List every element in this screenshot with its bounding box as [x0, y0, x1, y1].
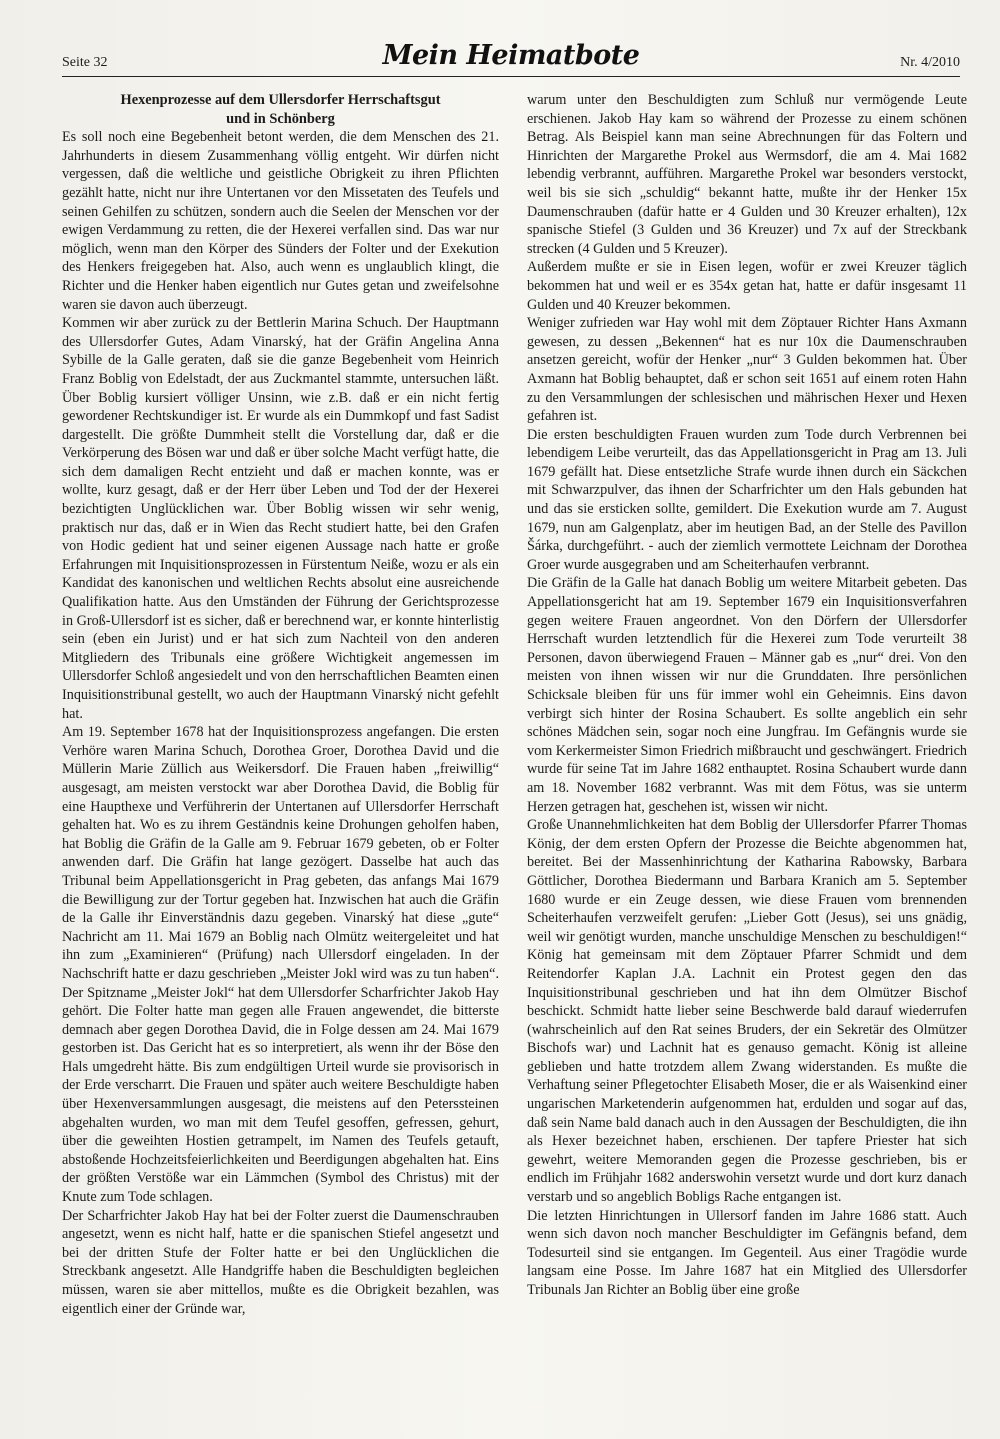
paragraph: Der Scharfrichter Jakob Hay hat bei der Folter zuerst die Daumenschrauben angesetzt, wenn es nicht half, hatte er die spanischen Stiefel angesetzt und bei der dritten Stufe der Folter hatte er bei den Unglücklichen die Streckbank angesetzt. Alle Handgriffe haben die Beschuldigten begleichen müssen, waren sie aber mittellos, mußte es die Obrigkeit bezahlen, was eigentlich einer der Gründe war, — [62, 1207, 499, 1317]
article-title-line-2: und in Schönberg — [226, 110, 335, 127]
article-title — [62, 91, 499, 128]
paragraph: Die letzten Hinrichtungen in Ullersorf fanden im Jahre 1686 statt. Auch wenn sich davon noch mancher Beschuldigter im Gefängnis befand, dem Todesurteil sind sie entgangen. Im Gegenteil. Aus einer Tragödie wurde langsam eine Posse. Im Jahre 1687 hat ein Mitglied des Ullersdorfer Tribunals Jan Richter an Boblig über eine große — [527, 1207, 967, 1298]
paragraph: Es soll noch eine Begebenheit betont werden, die dem Menschen des 21. Jahrhunderts in diesem Zusammenhang völlig entgeht. Wir dürfen nicht vergessen, daß die weltliche und geistliche Obrigkeit zu ihren Pflichten gezählt hatte, nicht nur ihre Untertanen vor den Missetaten des Teufels und seinen Gehilfen zu schützen, sondern auch die Seelen der Menschen vor der ewigen Verdammung zu retten, die der Hexerei verfallen sind. Das war nur möglich, wenn man den Körper des Sünders der Folter und der Exekution des Henkers freigegeben hat. Also, auch wenn es unglaublich klingt, die Richter und die Henker haben eigentlich nur Gutes getan und zweifelsohne waren sie davon auch überzeugt. — [62, 129, 499, 313]
header-rule — [62, 76, 960, 77]
paragraph: Die ersten beschuldigten Frauen wurden zum Tode durch Verbrennen bei lebendigem Leibe verurteilt, das das Appellationsgericht in Prag am 13. Juli 1679 gefällt hat. Diese entsetzliche Strafe wurde ihnen durch ein Säckchen mit Schwarzpulver, das ihnen der Scharfrichter um den Hals gebunden hat und das sie ersticken sollte, gemildert. Die Exekution wurde am 7. August 1679, nun am Galgenplatz, aber im heutigen Bad, an der Stelle des Pavillon Šárka, durchgeführt. - auch der ziemlich vermottete Leichnam der Dorothea Groer wurde ausgegraben und am Scheiterhaufen verbrannt. — [527, 426, 967, 573]
article-title-line-1: Hexenprozesse auf dem Ullersdorfer Herrschaftsgut — [120, 92, 441, 108]
paragraph: Am 19. September 1678 hat der Inquisitionsprozess angefangen. Die ersten Verhöre waren Marina Schuch, Dorothea Groer, Dorothea David und die Müllerin Marie Züllich aus Weikersdorf. Die Frauen haben „freiwillig“ ausgesagt, am meisten verstockt war aber Dorothea David, die Boblig für eine Haupthexe und Verführerin der Untertanen auf Ullersdorfer Herrschaft gehalten hat. Wo es zu ihrem Geständnis keine Drohungen geholfen haben, hat Boblig die Gräfin de la Galle am 9. Februar 1679 gebeten, ob er Folter anwenden darf. Die Gräfin hat lange gezögert. Dasselbe hat auch das Tribunal beim Appellationsgericht in Prag gebeten, das anfangs Mai 1679 die Bewilligung zur der Tortur gegeben hat. Inzwischen hat auch die Gräfin de la Galle ihr Einverständnis dazu gegeben. Vinarský hat diese „gute“ Nachricht am 11. Mai 1679 an Boblig nach Olmütz weitergeleitet und hat ihn zum „Examinieren“ (Prüfung) nach Ullersdorf eingeladen. In der Nachschrift hatte er dazu geschrieben „Meister Jokl wird was zu tun haben“. Der Spitzname „Meister Jokl“ hat dem Ullersdorfer Scharfrichter Jakob Hay gehört. Die Folter hatte man gegen alle Frauen angewendet, die bitterste demnach aber gegen Dorothea David, die in Folge dessen am 24. Mai 1679 gestorben ist. Das Gericht hat es so interpretiert, als wenn ihr der Böse den Hals umgedreht hätte. Bis zum endgültigen Urteil wurde sie provisorisch in der Erde verscharrt. Die Frauen und später auch weitere Beschuldigte haben über Hexenversammlungen ausgesagt, die meistens auf den Peterssteinen abgehalten wurden, wo man mit dem Teufel gesoffen, gefressen, gehurt, über die geweihten Hostien getrampelt, im Namen des Teufels getauft, abstoßende Hochzeitsfeierlichkeiten und Beerdigungen abgehalten hat. Eins der größten Verstöße war ein Lämmchen (Symbol des Christus) mit der Knute zum Tode schlagen. — [62, 724, 499, 1206]
paragraph: Weniger zufrieden war Hay wohl mit dem Zöptauer Richter Hans Axmann gewesen, zu dessen „Bekennen“ hat es nur 10x die Daumenschrauben ansetzen gereicht, wofür der Henker „nur“ 3 Gulden bekommen hat. Über Axmann hat Boblig behauptet, daß er schon seit 1651 auf einem roten Hahn zu den Versammlungen der schlesischen und mährischen Hexer und Hexen gefahren ist. — [527, 315, 967, 425]
paragraph: Große Unannehmlichkeiten hat dem Boblig der Ullersdorfer Pfarrer Thomas König, der dem ersten Opfern der Prozesse die Beichte abgenommen hat, bereitet. Bei der Massenhinrichtung der Katharina Rabowsky, Barbara Göttlicher, Dorothea Biedermann und Barbara Kranich am 5. September 1680 wurde er ein Zeuge dessen, wie diese Frauen vom brennenden Scheiterhaufen verzweifelt gerufen: „Lieber Gott (Jesus), sei uns gnädig, weil wir genötigt wurden, manche unschuldige Menschen zu beschuldigen!“ König hat gemeinsam mit dem Zöptauer Pfarrer Schmidt und dem Reitendorfer Kaplan J.A. Lachnit ein Protest gegen den das Inquisitionstribunal geschrieben und hat ihn dem Olmützer Bischof beschickt. Schmidt hatte lieber seine Beschwerde bald darauf wiederrufen (wahrscheinlich auf den Rat seines Bruders, der ein Sekretär des Olmützer Bischofs war) und Lachnit hat es genauso gemacht. König ist alleine geblieben und hatte trotzdem allem Zwang widerstanden. Es mußte die Verhaftung seiner Pflegetochter Elisabeth Moser, die er als Waisenkind einer ungarischen Marketenderin aufgenommen hat, erdulden und sogar auf das, daß sein Name bald danach auch in den Aussagen der Beschuldigten, die ihn als Hexer bezeichnet haben, erschienen. Der tapfere Priester hat sich gewehrt, weitere Memoranden gegen die Prozesse geschrieben, bis er endlich im Frühjahr 1682 anderswohin versetzt wurde und dort kurz danach verstarb und so angeblich Bobligs Rache entgangen ist. — [527, 817, 967, 1206]
right-column — [527, 91, 967, 1300]
page-number: Seite 32 — [62, 55, 108, 70]
paragraph: Die Gräfin de la Galle hat danach Boblig um weitere Mitarbeit gebeten. Das Appellationsgericht hat am 19. September 1679 ein Inquisitionsverfahren gegen weitere Frauen angeordnet. Von den Dörfern der Ullersdorfer Herrschaft wurden letztendlich für die Hexerei zum Tode verurteilt 38 Personen, davon überwiegend Frauen – Männer gab es „nur“ drei. Von den meisten von ihnen wissen wir nur die Grunddaten. Ihre persönlichen Schicksale bleiben für uns für immer wohl ein Geheimnis. Eins davon verbirgt sich hinter der Rosina Schaubert. Es sollte angeblich ein sehr schönes Mädchen sein, sogar noch eine Jungfrau. Im Gefängnis wurde sie vom Kerkermeister Simon Friedrich mißbraucht und geschwängert. Friedrich wurde für seine Tat im Jahre 1682 enthauptet. Rosina Schaubert wurde dann am 18. November 1682 verbrannt. Was mit dem Fötus, was sie unterm Herzen getragen hat, geschehen ist, wissen wir nicht. — [527, 575, 967, 815]
paragraph: warum unter den Beschuldigten zum Schluß nur vermögende Leute erschienen. Jakob Hay kam so während der Prozesse zu einem schönen Betrag. Als Beispiel kann man seine Abrechnungen für das Foltern und Hinrichten der Margarethe Prokel aus Wermsdorf, die am 4. Mai 1682 lebendig verbrannt, aufführen. Margarethe Prokel war besonders verstockt, weil bis sie sich „schuldig“ bekannt hatte, mußte ihr der Henker 15x Daumenschrauben (dafür hatte er 4 Gulden und 30 Kreuzer erhalten), 12x spanische Stiefel (3 Gulden und 36 Kreuzer) und 7x auf der Streckbank strecken (4 Gulden und 5 Kreuzer). — [527, 92, 967, 257]
issue-number: Nr. 4/2010 — [900, 55, 960, 70]
paragraph: Kommen wir aber zurück zu der Bettlerin Marina Schuch. Der Hauptmann des Ullersdorfer Gutes, Adam Vinarský, hat der Gräfin Angelina Anna Sybille de la Galle geraten, daß sie die ganze Begebenheit vom Heinrich Franz Boblig von Edelstadt, der aus Zuckmantel stammte, untersuchen läßt. Über Boblig kursiert völliger Unsinn, wie z.B. daß er ein nicht fertig gewordener Rechtskundiger ist. Er wurde als ein Dummkopf und fast Sadist dargestellt. Die größte Dummheit stellt die Vorstellung dar, daß er die Verkörperung des Bösen war und daß er über solche Macht verfügt hatte, die sich dem damaligen Recht entzieht und daß er machen konnte, was er wollte, kurz gesagt, daß er der Herr über Leben und Tod der der Hexerei bezichtigten Unglücklichen war. Über Boblig wissen wir sehr wenig, praktisch nur das, daß er in Wien das Recht studiert hatte, bei den Grafen von Hodic gedient hat und seiner eigenen Aussage nach hatte er große Erfahrungen mit Inquisitionsprozessen in Fürstentum Neiße, wozu er als ein Kandidat des kanonischen und weltlichen Rechts absolut eine ausreichende Qualifikation hatte. Aus den Umständen der Führung der Gerichtsprozesse in Groß-Ullersdorf ist es sicher, daß er berechnend war, er konnte hinterlistig sein (eben ein Jurist) und er hat sich zum Nachteil von den anderen Mitgliedern des Tribunals eine größere Wichtigkeit angemessen im Ullersdorfer Schloß angesiedelt und von den herrschaftlichen Beamten einen Inquisitionstribunal gestellt, wo auch der Hauptmann Vinarský nicht gefehlt hat. — [62, 315, 499, 722]
paragraph: Außerdem mußte er sie in Eisen legen, wofür er zwei Kreuzer täglich bekommen hat und weil er es 354x getan hat, hatte er dafür insgesamt 11 Gulden und 40 Kreuzer bekommen. — [527, 259, 967, 313]
masthead-logo: Mein Heimatbote — [382, 40, 640, 71]
page-header — [62, 40, 960, 82]
left-column — [62, 91, 499, 1318]
